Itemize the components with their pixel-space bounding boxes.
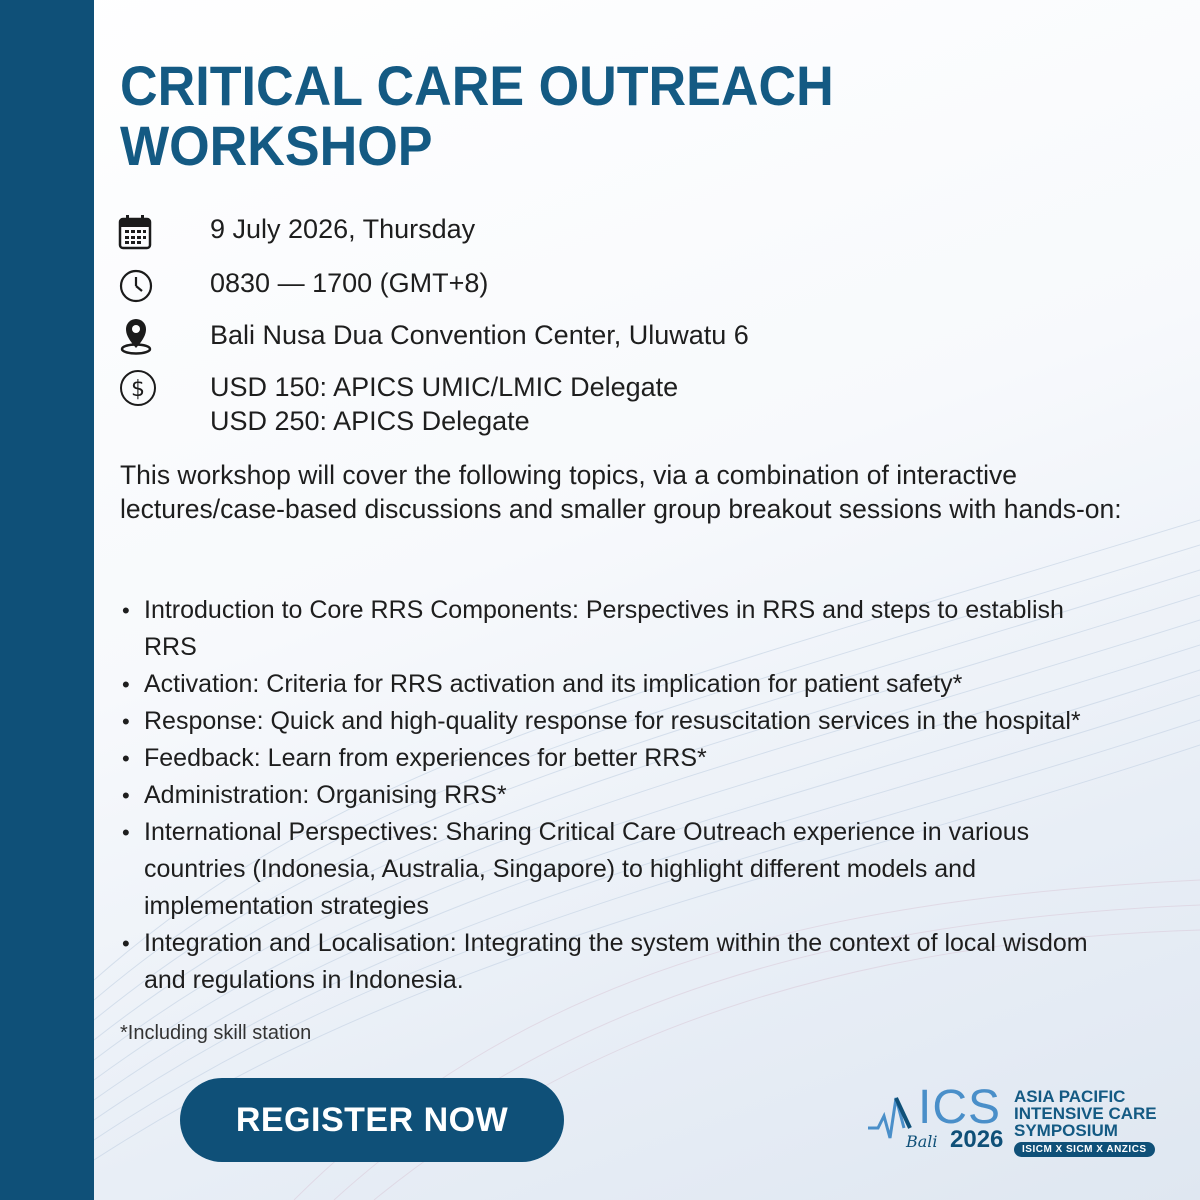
dollar-icon xyxy=(118,368,166,408)
logo-bali-text: Bali xyxy=(906,1132,938,1151)
location-pin-icon xyxy=(118,316,166,356)
logo-name-line-1: ASIA PACIFIC xyxy=(1014,1087,1126,1106)
clock-icon xyxy=(118,266,166,306)
logo-partners-badge: ISICM X SICM X ANZICS xyxy=(1014,1142,1155,1157)
topic-item: • International Perspectives: Sharing Critical Care Outreach experience in various countries (Indonesia, Australia, Singapore) to highlight different models and implementation strategies xyxy=(120,814,1120,925)
calendar-icon xyxy=(118,212,166,252)
info-fee-row xyxy=(118,368,679,436)
logo-ics-text: ICS xyxy=(918,1081,1002,1134)
logo-year: 2026 xyxy=(950,1126,1004,1153)
topic-item: • Introduction to Core RRS Components: Perspectives in RRS and steps to establish RRS xyxy=(120,592,1120,666)
event-venue: Bali Nusa Dua Convention Center, Uluwatu 6 xyxy=(210,320,749,350)
logo-name-line-2: INTENSIVE CARE xyxy=(1014,1104,1157,1123)
event-date: 9 July 2026, Thursday xyxy=(210,214,476,244)
register-now-button[interactable]: REGISTER NOW xyxy=(180,1078,564,1162)
workshop-intro: This workshop will cover the following topics, via a combination of interactive lectures/case-based discussions and smaller group breakout sessions with hands-on: xyxy=(120,460,1122,524)
left-accent-bar xyxy=(0,0,94,1200)
topics-list xyxy=(120,592,1120,999)
fee-apics-delegate: USD 250: APICS Delegate xyxy=(210,406,530,436)
topic-item: • Administration: Organising RRS* xyxy=(120,777,1120,814)
footnote: *Including skill station xyxy=(120,1022,312,1044)
topic-item: • Activation: Criteria for RRS activation and its implication for patient safety* xyxy=(120,666,1120,703)
topic-item: • Response: Quick and high-quality response for resuscitation services in the hospital* xyxy=(120,703,1120,740)
info-venue-row xyxy=(118,316,749,356)
fee-umic-lmic: USD 150: APICS UMIC/LMIC Delegate xyxy=(210,372,679,402)
topic-item: • Integration and Localisation: Integrating the system within the context of local wisdom and regulations in Indonesia. xyxy=(120,925,1120,999)
svg-text:$: $ xyxy=(131,377,145,402)
page-title: CRITICAL CARE OUTREACH WORKSHOP xyxy=(120,54,834,177)
info-time-row xyxy=(118,266,489,306)
event-time: 0830 — 1700 (GMT+8) xyxy=(210,268,489,298)
logo-symposium-name xyxy=(1014,1088,1174,1139)
info-date-row xyxy=(118,212,476,252)
logo-name-line-3: SYMPOSIUM xyxy=(1014,1121,1118,1140)
topic-item: • Feedback: Learn from experiences for better RRS* xyxy=(120,740,1120,777)
apics-logo xyxy=(866,1081,1166,1162)
